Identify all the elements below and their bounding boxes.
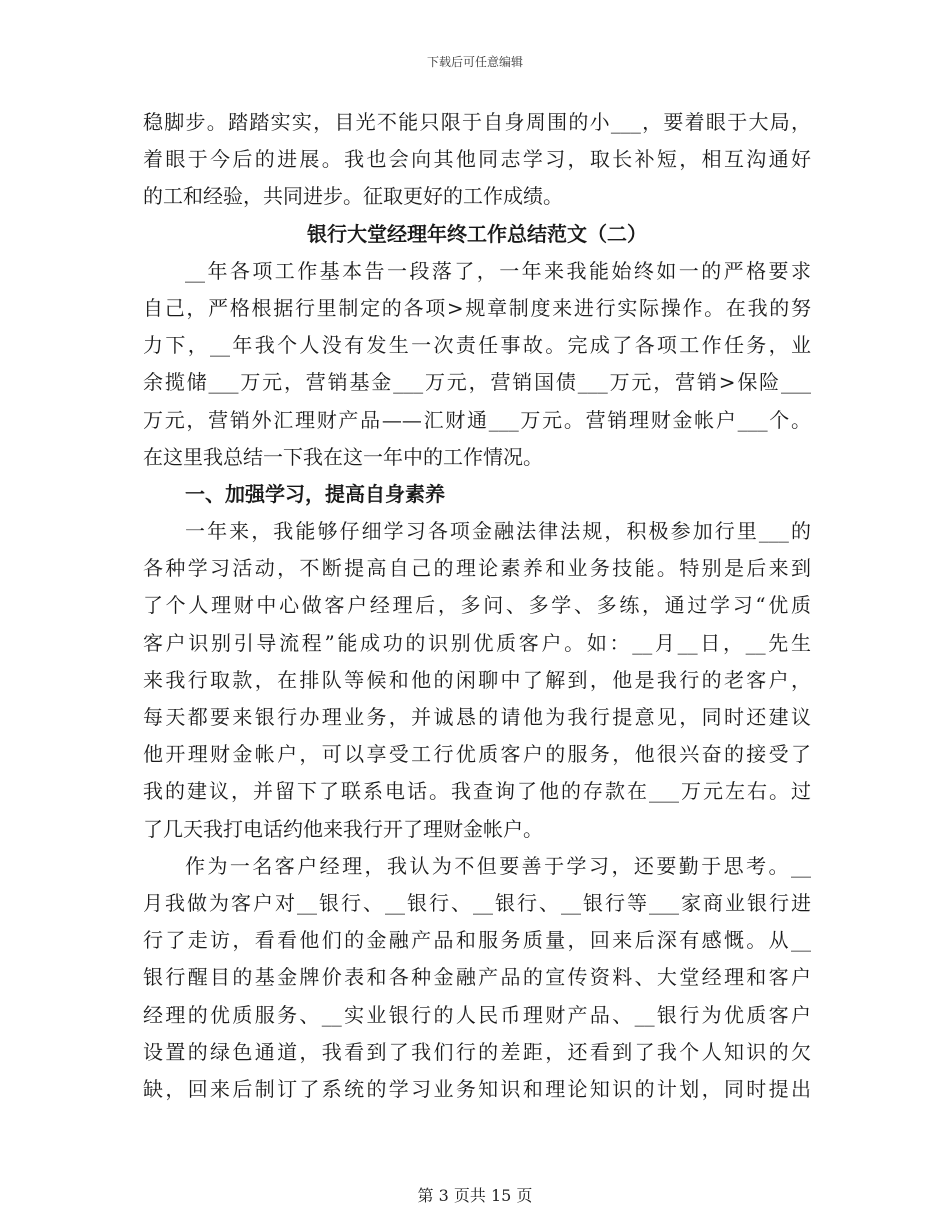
document-body <box>143 104 811 1108</box>
text-line: 了几天我打电话约他来我行开了理财金帐户。 <box>143 816 543 841</box>
text-line: 作为一名客户经理，我认为不但要善于学习，还要勤于思考。__ <box>185 853 811 878</box>
text-line: 着眼于今后的进展。我也会向其他同志学习，取长补短，相互沟通好 <box>143 147 811 172</box>
text-line: 了个人理财中心做客户经理后，多问、多学、多练，通过学习“优质 <box>143 593 811 618</box>
text-line: 来我行取款，在排队等候和他的闲聊中了解到，他是我行的老客户， <box>143 667 811 692</box>
subsection-heading: 一、加强学习，提高自身素养 <box>185 481 445 506</box>
text-line: 在这里我总结一下我在这一年中的工作情况。 <box>143 444 543 469</box>
section-title: 银行大堂经理年终工作总结范文（二） <box>307 221 647 246</box>
text-line: 万元，营销外汇理财产品——汇财通___万元。营销理财金帐户___个。 <box>143 407 811 432</box>
text-line: 客户识别引导流程”能成功的识别优质客户。如：__月__日，__先生 <box>143 630 811 655</box>
page-header-note: 下载后可任意编辑 <box>426 55 523 69</box>
text-line: 力下，__年我个人没有发生一次责任事故。完成了各项工作任务，业 <box>143 333 811 358</box>
text-line: 每天都要来银行办理业务，并诚恳的请他为我行提意见，同时还建议 <box>143 705 811 729</box>
text-line: 缺，回来后制订了系统的学习业务知识和理论知识的计划，同时提出 <box>143 1076 811 1101</box>
text-line: 的工和经验，共同进步。征取更好的工作成绩。 <box>143 184 563 209</box>
text-line: 余揽储___万元，营销基金___万元，营销国债___万元，营销>保险___ <box>143 370 811 395</box>
text-line: 我的建议，并留下了联系电话。我查询了他的存款在___万元左右。过 <box>143 779 811 804</box>
text-line: 各种学习活动，不断提高自己的理论素养和业务技能。特别是后来到 <box>143 556 811 581</box>
text-line: 行了走访，看看他们的金融产品和服务质量，回来后深有感慨。从__ <box>143 928 811 953</box>
text-line: 月我做为客户对__银行、__银行、__银行、__银行等___家商业银行进 <box>143 890 811 915</box>
text-line: 设置的绿色通道，我看到了我们行的差距，还看到了我个人知识的欠 <box>143 1039 811 1064</box>
text-line: 经理的优质服务、__实业银行的人民币理财产品、__银行为优质客户 <box>143 1002 811 1027</box>
text-line: 一年来，我能够仔细学习各项金融法律法规，积极参加行里___的 <box>185 519 811 544</box>
text-line: __年各项工作基本告一段落了，一年来我能始终如一的严格要求 <box>185 258 811 283</box>
text-line: 银行醒目的基金牌价表和各种金融产品的宣传资料、大堂经理和客户 <box>143 965 811 990</box>
text-line: 稳脚步。踏踏实实，目光不能只限于自身周围的小___，要着眼于大局， <box>143 110 811 134</box>
text-line: 他开理财金帐户，可以享受工行优质客户的服务，他很兴奋的接受了 <box>143 742 811 767</box>
text-line: 自己，严格根据行里制定的各项>规章制度来进行实际操作。在我的努 <box>143 295 811 320</box>
page-number-footer: 第 3 页共 15 页 <box>417 1186 533 1205</box>
